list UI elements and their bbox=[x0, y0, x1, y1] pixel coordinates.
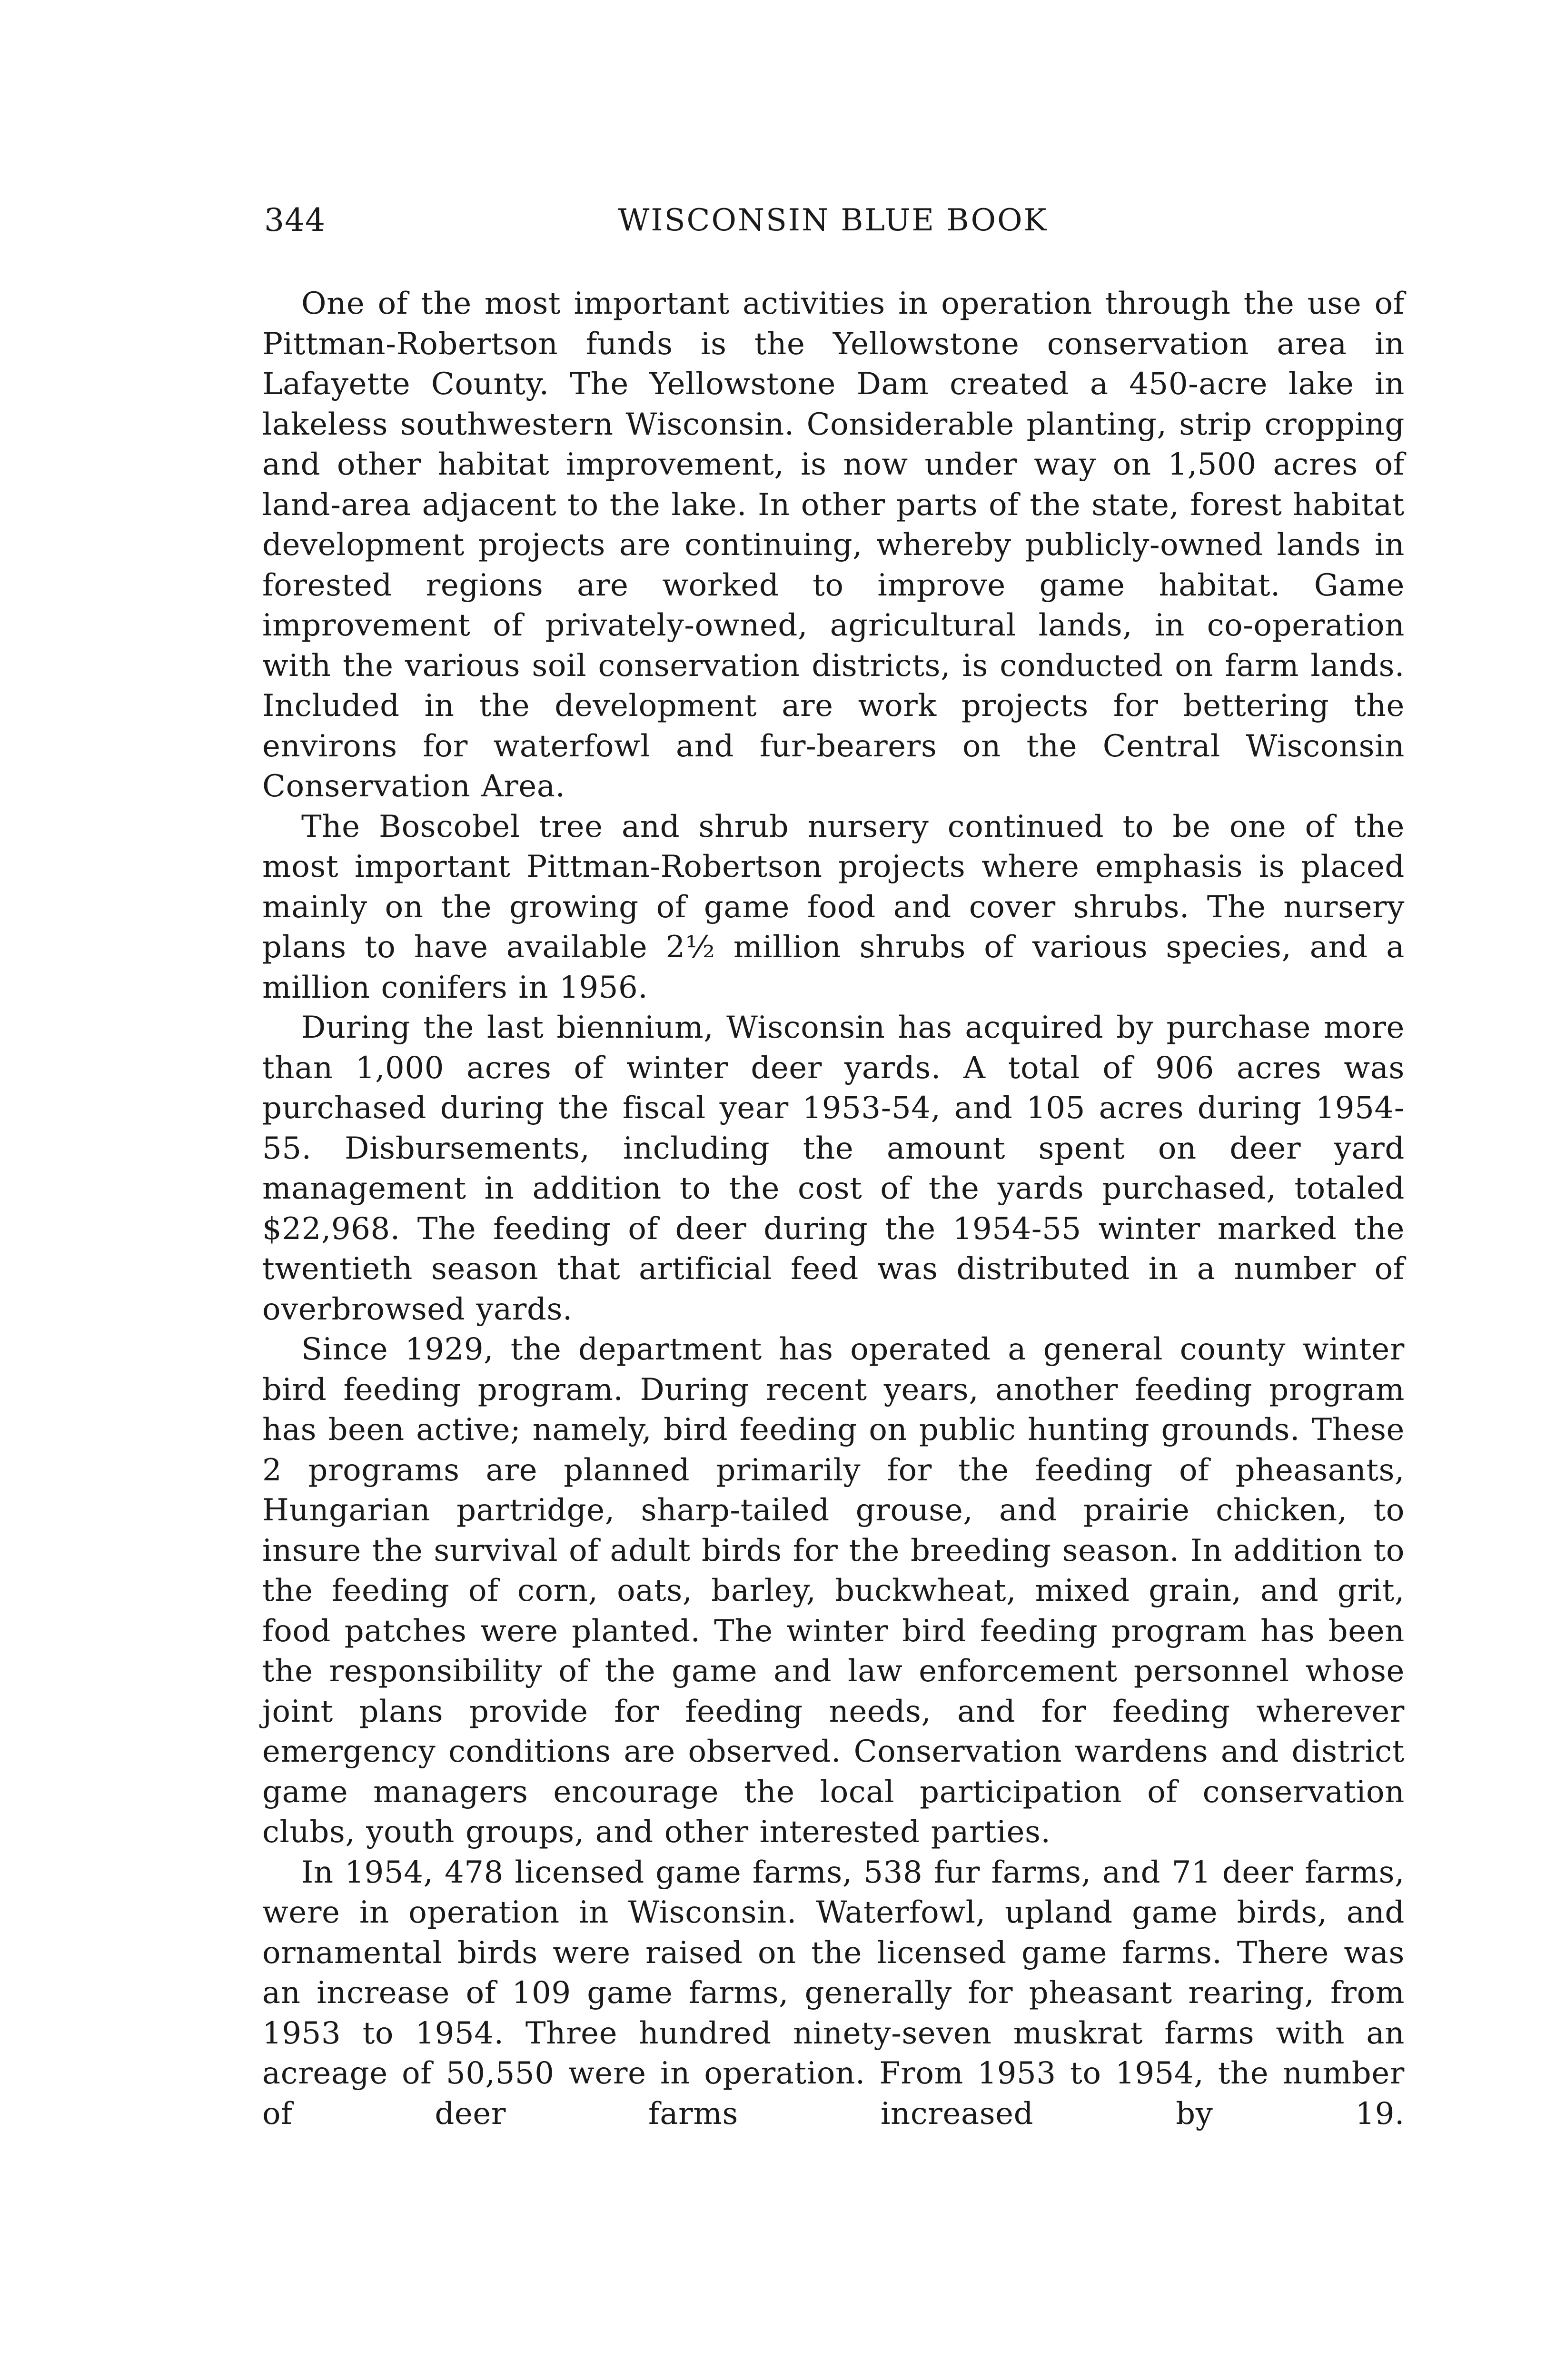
body-text bbox=[262, 284, 1405, 2134]
paragraph-boscobel-nursery: The Boscobel tree and shrub nursery continued to be one of the most important Pittman-Robertson projects where emphasis is placed mainly on the growing of game food and cover shrubs. The nursery plans to have available 2½ million shrubs of various species, and a million conifers in 1956. bbox=[262, 809, 1405, 1005]
paragraph-licensed-game-farms: In 1954, 478 licensed game farms, 538 fur farms, and 71 deer farms, were in operation in Wisconsin. Waterfowl, upland game birds, and ornamental birds were raised on the licensed game farms. There was an increase of 109 game farms, generally for pheasant rearing, from 1953 to 1954. Three hundred ninety-seven muskrat farms with an acreage of 50,550 were in operation. From 1953 to 1954, the number of deer farms increased by 19. bbox=[262, 1854, 1405, 2132]
paragraph-pittman-robertson-yellowstone: One of the most important activities in operation through the use of Pittman-Robertson funds is the Yellowstone conservation area in Lafayette County. The Yellowstone Dam created a 450-acre lake in lakeless southwestern Wisconsin. Considerable planting, strip cropping and other habitat improvement, is now under way on 1,500 acres of land-area adjacent to the lake. In other parts of the state, forest habitat development projects are continuing, whereby publicly-owned lands in forested regions are worked to improve game habitat. Game improvement of privately-owned, agricultural lands, in co-operation with the various soil conservation districts, is conducted on farm lands. Included in the development are work projects for bettering the environs for waterfowl and fur-bearers on the Central Wisconsin Conservation Area. bbox=[262, 286, 1405, 804]
paragraph-bird-feeding-program: Since 1929, the department has operated a general county winter bird feeding program. During recent years, another feeding program has been active; namely, bird feeding on public hunting grounds. These 2 programs are planned primarily for the feeding of pheasants, Hungarian partridge, sharp-tailed grouse, and prairie chicken, to insure the survival of adult birds for the breeding season. In addition to the feeding of corn, oats, barley, buckwheat, mixed grain, and grit, food patches were planted. The winter bird feeding program has been the responsibility of the game and law enforcement personnel whose joint plans provide for feeding needs, and for feeding wherever emergency conditions are observed. Conservation wardens and district game managers encourage the local participation of conservation clubs, youth groups, and other interested parties. bbox=[262, 1332, 1405, 1850]
book-title: WISCONSIN BLUE BOOK bbox=[618, 203, 1048, 238]
running-header bbox=[264, 194, 1402, 247]
page-number: 344 bbox=[264, 202, 326, 238]
paragraph-winter-deer-yards: During the last biennium, Wisconsin has acquired by purchase more than 1,000 acres of winter deer yards. A total of 906 acres was purchased during the fiscal year 1953-54, and 105 acres during 1954-55. Disbursements, including the amount spent on deer yard management in addition to the cost of the yards purchased, totaled $22,968. The feeding of deer during the 1954-55 winter marked the twentieth season that artificial feed was distributed in a number of overbrowsed yards. bbox=[262, 1010, 1405, 1327]
